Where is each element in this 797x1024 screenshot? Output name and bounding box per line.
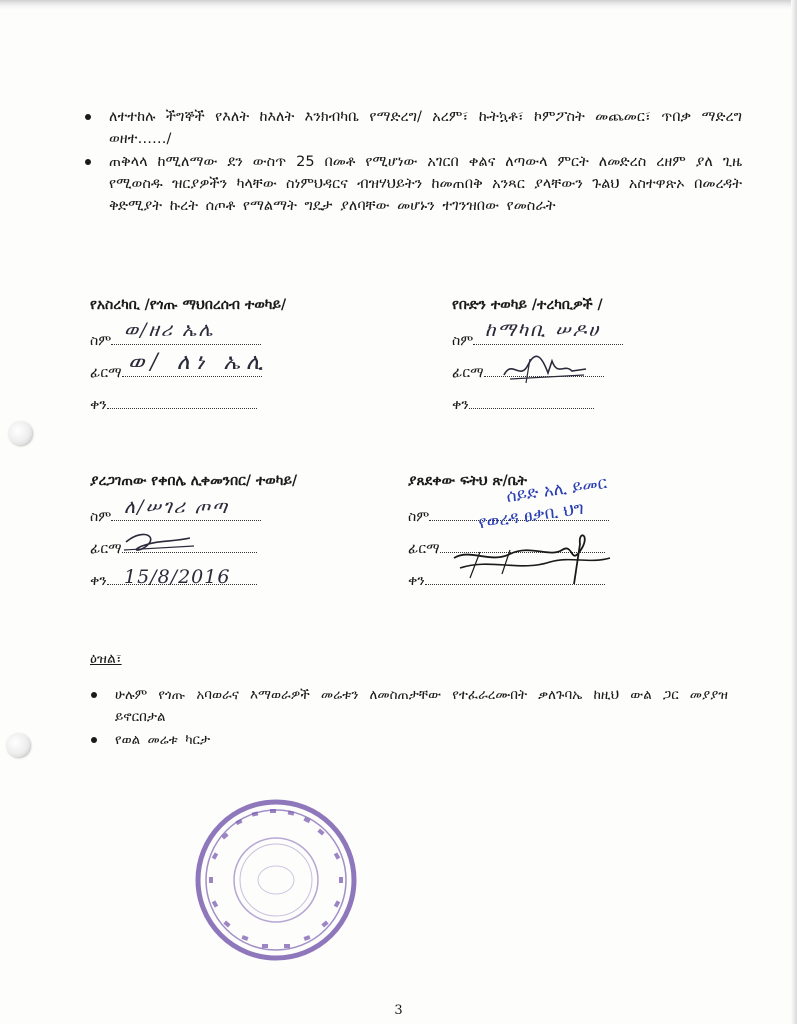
- signature-label: ፊርማ: [90, 365, 122, 381]
- name-label: ስም: [90, 333, 112, 349]
- date-label: ቀን: [408, 573, 425, 589]
- punch-hole-top: [8, 421, 32, 445]
- block-heading: የአስረካቢ /የጎጡ ማህበረሰብ ተወካይ/: [90, 297, 287, 313]
- handwritten-name: ለ/ሠገሪ ጦጣ: [124, 496, 230, 518]
- handwritten-name: ወ/ዘሪ ኤሌ: [124, 319, 215, 341]
- bullet-item-care: ለተተከሉ ችግኞች የእለት ከእለት እንክብካቤ የማድረግ/ አረም፣ ኩትኳቶ፣ ኮምፖስት መጨመር፣ ጥበቃ ማድረግ ወዘተ……/: [82, 106, 742, 150]
- top-bullet-list: [82, 106, 742, 218]
- handwritten-date: 15/8/2016: [124, 566, 231, 588]
- signature-label: ፊርማ: [408, 541, 440, 557]
- note-bullet-list: [88, 684, 728, 752]
- signature-scribble: [500, 355, 590, 385]
- name-label: ስም: [408, 509, 430, 525]
- date-line: [452, 389, 752, 421]
- page-right-edge: [791, 0, 797, 1024]
- date-label: ቀን: [90, 573, 107, 589]
- bullet-item-species: ጠቅላላ ከሚለማው ደን ውስጥ 25 በመቶ የሚሆነው አገርበ ቀልና ለጣውላ ምርት ለመድረስ ረዘም ያለ ጊዜ የሚወስዱ ዝርያዎችን ካላቸው ስነምህዳርና ብዝሃህይትን ከመጠበቅ አንጻር ያላቸውን ጉልህ አስተዋጽኦ በመረዳት ቅድሚያት ኩረት ሰጦቶ የማልማት ግዴታ ያለባቸው መሆኑን ተገንዝበው የመስራት: [82, 151, 742, 217]
- note-item-map: የወል መሬቱ ካርታ: [88, 729, 728, 751]
- signature-scribble: [120, 528, 200, 558]
- blue-handwritten-title: የወረዳ ፀቃቢ ህግ: [477, 498, 586, 534]
- name-label: ስም: [90, 509, 112, 525]
- page-top-edge: [0, 0, 797, 10]
- name-label: ስም: [452, 333, 474, 349]
- sign-block-group-rep: [452, 294, 752, 421]
- handwritten-signature: ወ/ ለነ ኤሊ: [128, 350, 270, 375]
- signature-line: [452, 357, 752, 389]
- punch-hole-bottom: [6, 733, 30, 757]
- signature-label: ፊርማ: [452, 365, 484, 381]
- official-stamp: [192, 798, 360, 963]
- block-heading: የቡድን ተወካይ /ተረካቢዎች /: [452, 297, 603, 313]
- page-number: 3: [394, 1003, 403, 1018]
- blue-handwritten-name: ሰይድ አሊ ይመር: [505, 473, 609, 507]
- handwritten-name: ከማካቢ ሠዶሀ: [485, 319, 601, 341]
- date-label: ቀን: [90, 397, 107, 413]
- block-heading: ያጸደቀው ፍትህ ጽ/ቤት: [408, 473, 527, 489]
- note-item-minutes: ሁሉም የጎጡ አባወራና እማወራዎች መሬቱን ለመስጠታቸው የተፈራረሙበት ቃለጉባኤ ከዚህ ውል ጋር መያያዝ ይኖርበታል: [88, 684, 728, 728]
- block-heading: ያረጋገጠው የቀበሌ ሊቀመንበር/ ተወካይ/: [90, 473, 298, 489]
- date-label: ቀን: [452, 397, 469, 413]
- note-label: ዕዝል፣: [90, 651, 122, 667]
- justice-signature-scribble: [450, 528, 620, 588]
- signature-label: ፊርማ: [90, 541, 122, 557]
- date-line: [90, 389, 420, 421]
